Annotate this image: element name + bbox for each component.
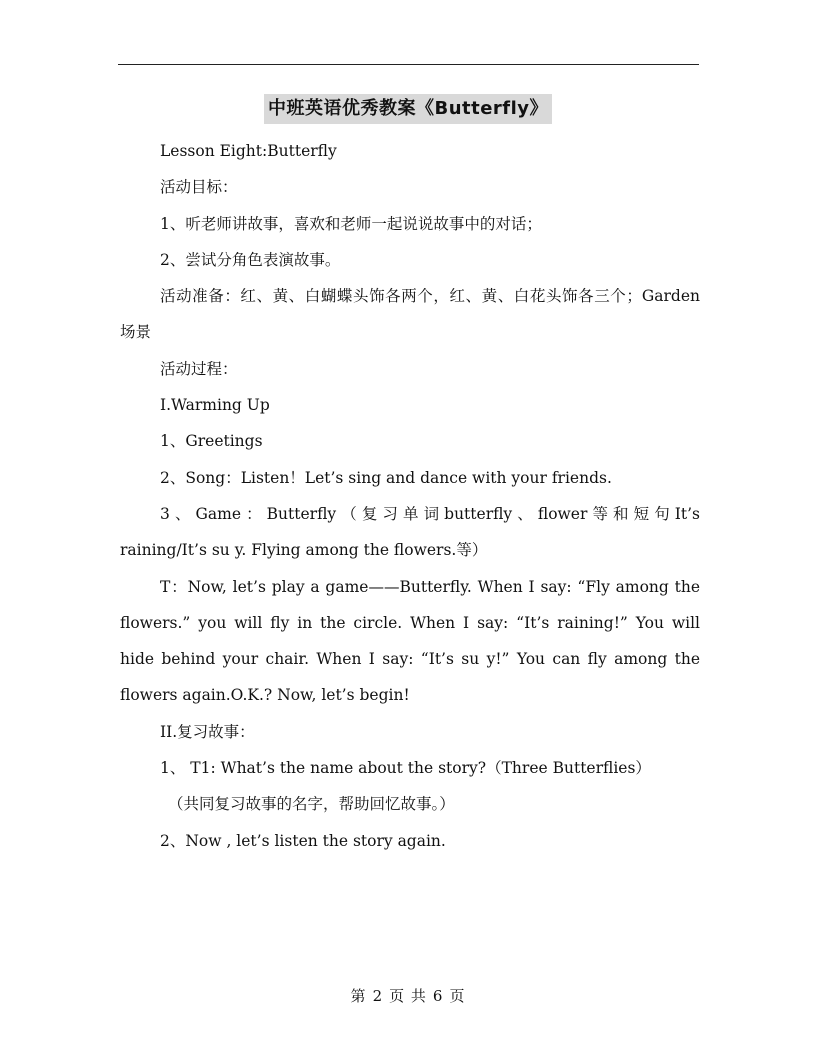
document-body [120,133,700,859]
paragraph: II.复习故事： [160,722,255,741]
paragraph: 活动准备：红、黄、白蝴蝶头饰各两个，红、黄、白花头饰各三个；Garden 场景 [120,287,700,342]
header-rule [118,64,699,65]
paragraph: 1、听老师讲故事，喜欢和老师一起说说故事中的对话； [160,214,542,233]
page-middle: 页 共 [389,987,427,1005]
paragraph: 1、 T1: What’s the name about the story?（Three Butterflies） [160,759,651,778]
paragraph: T：Now, let’s play a game——Butterfly. When I say: “Fly among the flowers.” you will fly in the circle. When I say: “It’s raining!” You will hide behind your chair. When I say: “It’s su y!” You can fly among the flowers again.O.K.? Now, let’s begin! [120,577,700,705]
paragraph: 2、尝试分角色表演故事。 [160,250,341,269]
title-container [0,94,816,124]
page-current: 2 [372,987,384,1005]
paragraph: 活动过程： [160,359,238,378]
paragraph: 活动目标： [160,178,238,197]
document-title: 中班英语优秀教案《Butterfly》 [264,94,552,124]
page-prefix: 第 [350,987,367,1005]
paragraph: 2、Song：Listen！Let’s sing and dance with your friends. [160,468,612,487]
paragraph: I.Warming Up [160,396,270,415]
paragraph: 3、Game：Butterfly（复习单词butterfly、flower等和短句It’s raining/It’s su y. Flying among the flowers.等） [120,504,700,560]
page-footer [0,985,816,1006]
paragraph: 1、Greetings [160,432,263,451]
paragraph: （共同复习故事的名字，帮助回忆故事。） [168,795,455,814]
page-total: 6 [432,987,444,1005]
paragraph: 2、Now , let’s listen the story again. [160,831,446,850]
page-suffix: 页 [449,987,466,1005]
paragraph: Lesson Eight:Butterfly [160,142,337,160]
